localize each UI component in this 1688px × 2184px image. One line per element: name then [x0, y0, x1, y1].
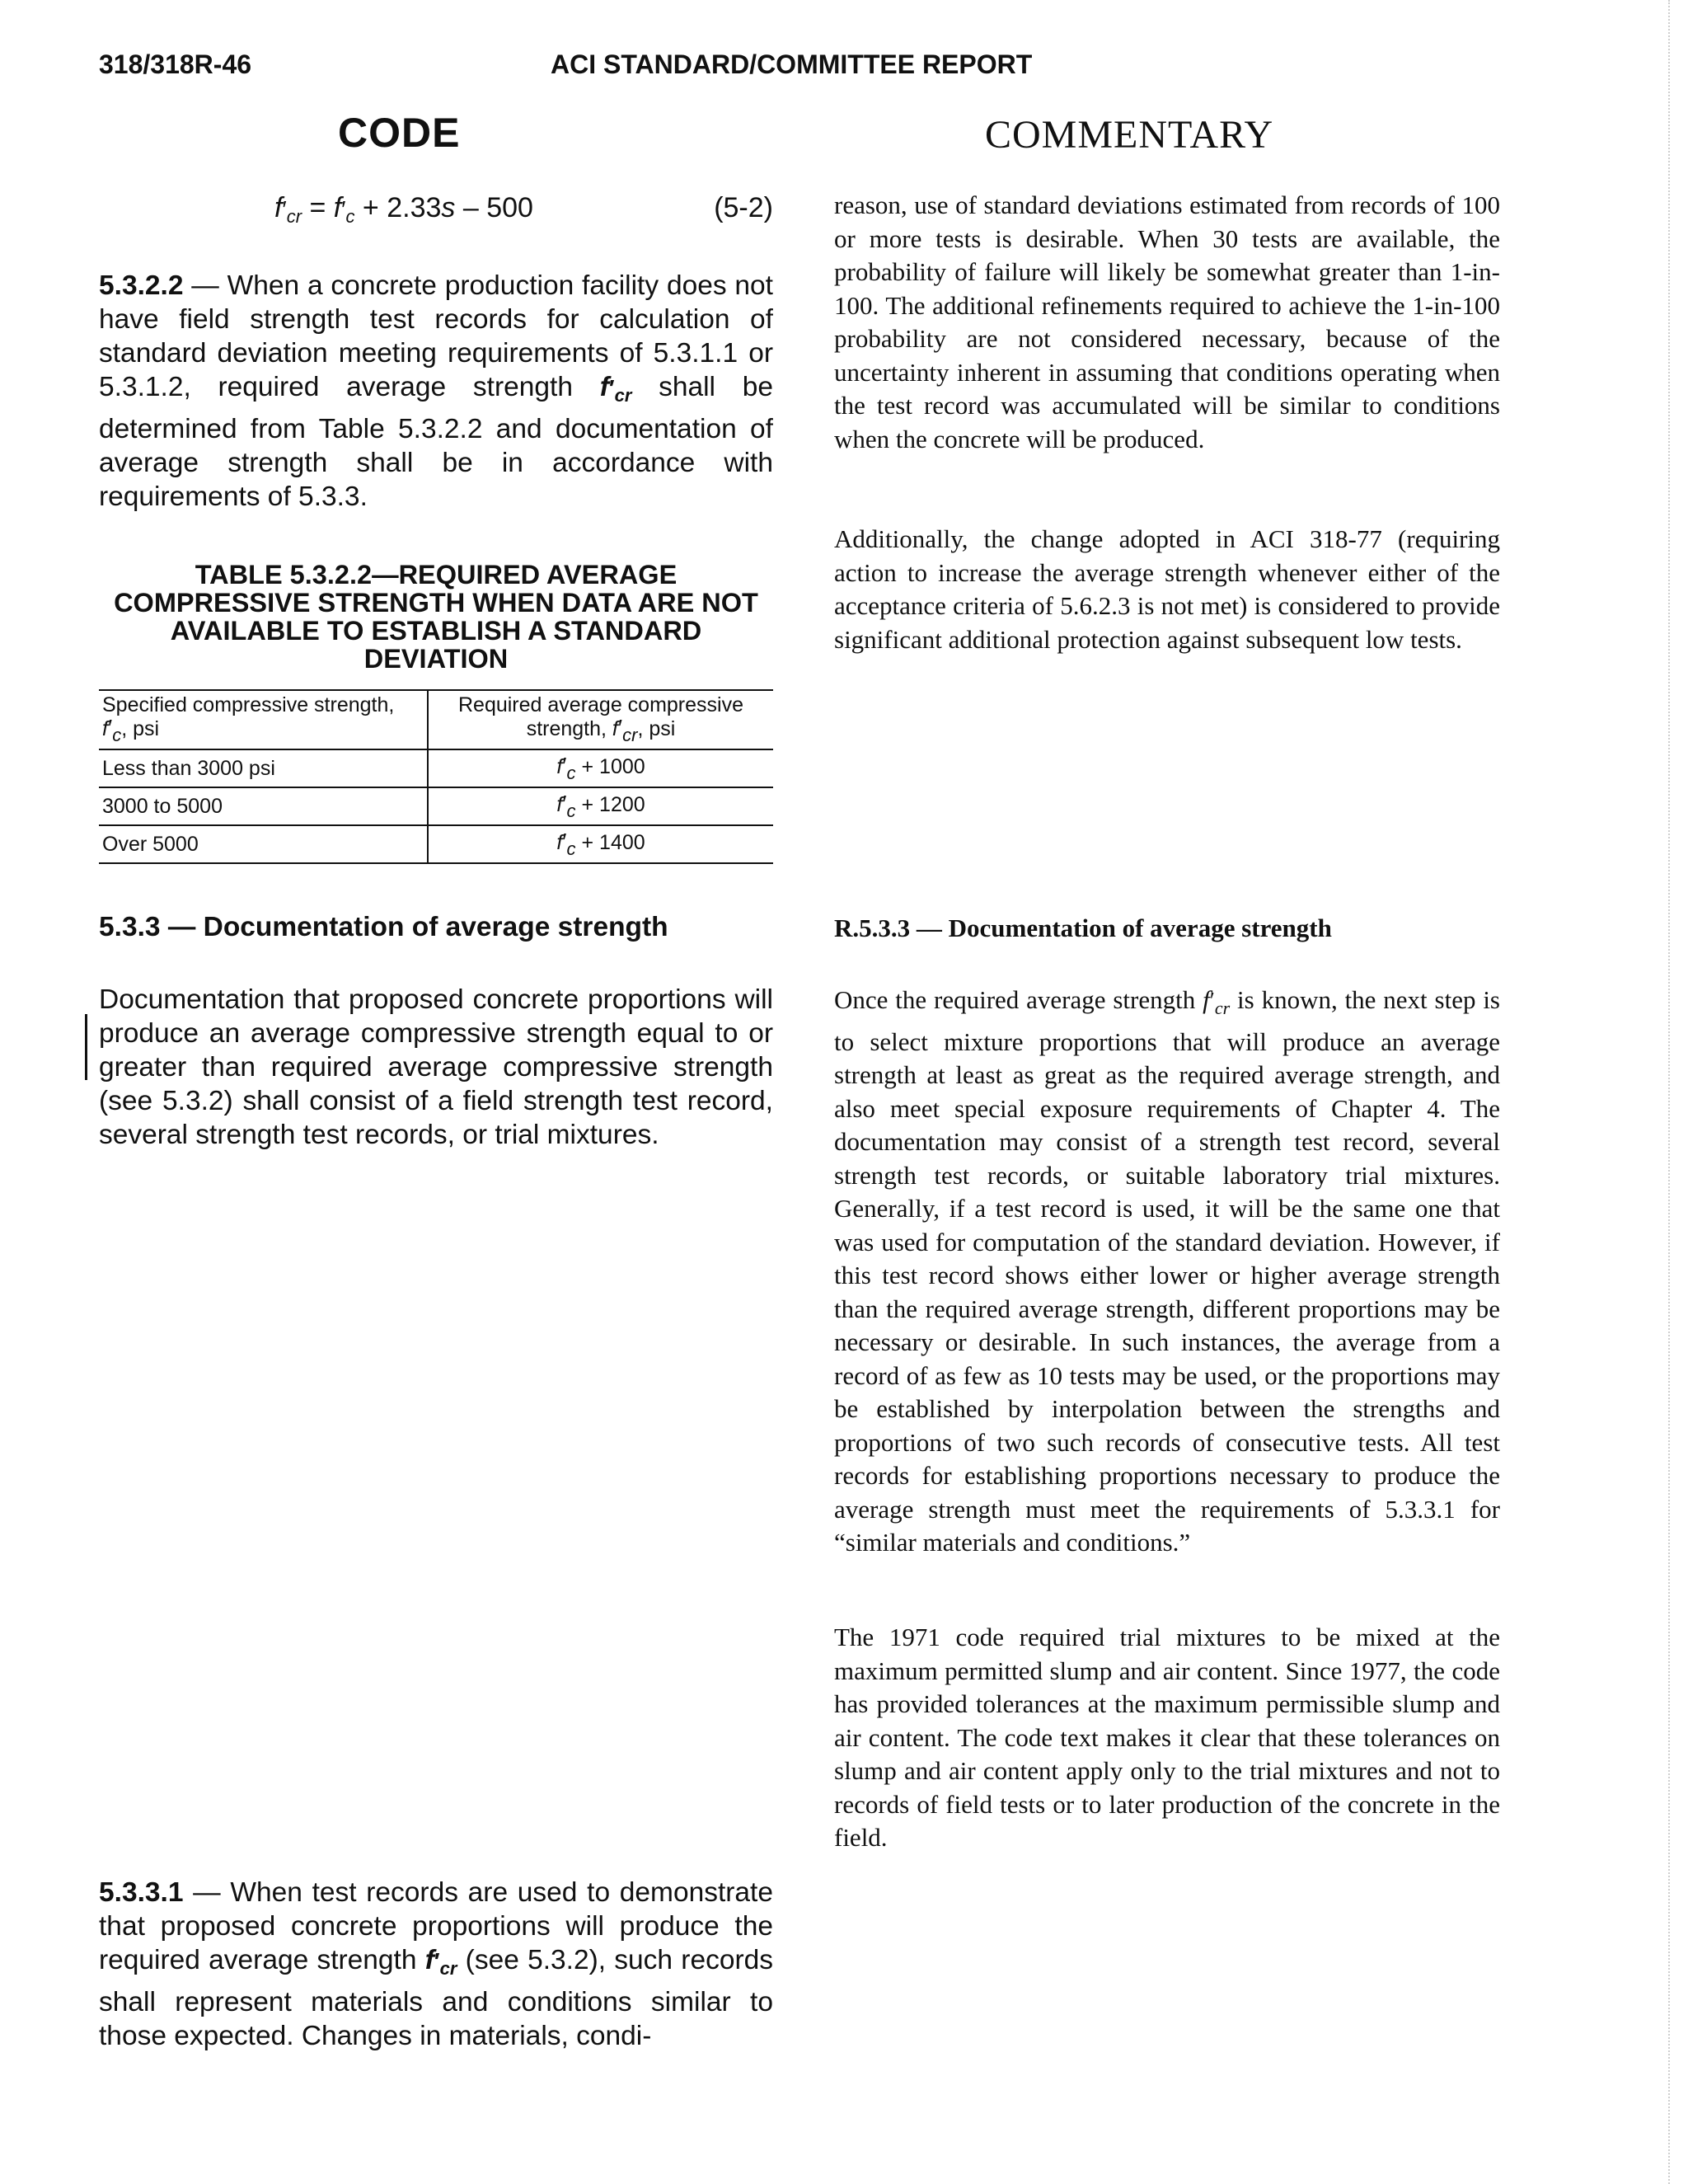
section-5-3-3-heading: 5.3.3 — Documentation of average strength: [99, 912, 668, 942]
table-cell-range: Less than 3000 psi: [99, 749, 428, 787]
strength-table: [99, 689, 773, 864]
equation-5-2: [99, 192, 773, 233]
margin-rule: [1668, 0, 1670, 2184]
table-row: [99, 825, 773, 863]
table-header-required: Required average compressive strength, f′cr, psi: [428, 690, 773, 749]
section-number: 5.3.3.1: [99, 1877, 184, 1908]
commentary-para-1971-text: The 1971 code required trial mixtures to be mixed at the maximum permitted slump and air content. Since 1977, the code has provided tolerances at the maximum permissible slump and air content. The code text makes it clear that these tolerances on slump and air content apply only to the trial mixtures and not to records of field tests or to later production of the concrete in the field.: [834, 1623, 1500, 1852]
section-5-3-3-1-text: 5.3.3.1 — When test records are used to demonstrate that proposed concrete proportions will produce the required average strength $f'_{cr}$ (see 5.3.2), such records shall represent materials and conditions similar to those expected. Changes in materials, condi-: [99, 1877, 773, 2051]
code-heading: CODE: [338, 110, 461, 156]
section-number: 5.3.2.2: [99, 270, 184, 301]
commentary-para-2: [834, 523, 1500, 656]
equation-number: (5-2): [714, 192, 773, 223]
code-section-5-3-2-2: [99, 269, 773, 514]
r-5-3-3-text: Once the required average strength $f'_{cr}$ is known, the next step is to select mixture proportions that will produce an average strength at least as great as the required average strength, and also meet special exposure requirements of Chapter 4. The documentation may consist of a strength test record, several strength test records, or suitable laboratory trial mixtures. Generally, if a test record is used, it will be the same one that was used for computation of the standard deviation. However, if this test record shows either lower or higher average strength than the required average strength, different proportions may be necessary or desirable. In such instances, the average from a record of as few as 10 tests may be used, or the proportions may be established by interpolation between the strengths and proportions of two such records of consecutive tests. All test records for establishing proportions necessary to produce the average strength must meet the requirements of 5.3.3.1 for “similar materials and conditions.”: [834, 985, 1500, 1557]
section-5-3-3-text: Documentation that proposed concrete proportions will produce an average compressive strength equal to or greater than required average compressive strength (see 5.3.2) shall consist of a field strength test record, several strength test records, or trial mixtures.: [99, 984, 773, 1150]
table-cell-range: 3000 to 5000: [99, 787, 428, 825]
table-row: [99, 787, 773, 825]
section-5-3-2-2-text: 5.3.2.2 — When a concrete production facility does not have field strength test records for calculation of standard deviation meeting requirements of 5.3.1.1 or 5.3.1.2, required average strength $f'_{cr}$ shall be determined from Table 5.3.2.2 and documentation of average strength shall be in accordance with requirements of 5.3.3.: [99, 270, 773, 512]
commentary-heading: COMMENTARY: [985, 113, 1274, 157]
commentary-para-1: [834, 189, 1500, 456]
commentary-para-1-text: reason, use of standard deviations estimated from records of 100 or more tests is desirable. When 30 tests are available, the probability of failure will likely be somewhat greater than 1-in-100. The additional refinements required to achieve the 1-in-100 probability are not considered necessary, because of the uncertainty inherent in assuming that conditions operating when the test record was accumulated will be similar to conditions when the concrete will be produced.: [834, 190, 1500, 453]
table-cell-range: Over 5000: [99, 825, 428, 863]
table-header-specified: Specified compressive strength, f′c, psi: [99, 690, 428, 749]
code-section-5-3-3: [99, 983, 773, 1152]
commentary-para-1971: [834, 1621, 1500, 1855]
table-cell-required: f′c + 1000: [428, 749, 773, 787]
report-title: ACI STANDARD/COMMITTEE REPORT: [551, 49, 1033, 79]
change-bar: [85, 1014, 87, 1080]
table-header-row: [99, 690, 773, 749]
commentary-para-2-text: Additionally, the change adopted in ACI 318-77 (requiring action to increase the average strength whenever either of the acceptance criteria of 5.6.2.3 is not met) is considered to provide significant additional protection against subsequent low tests.: [834, 524, 1500, 654]
r-5-3-3-heading: R.5.3.3 — Documentation of average strength: [834, 914, 1332, 942]
page-header: [99, 49, 1071, 91]
page-number: 318/318R-46: [99, 49, 252, 79]
table-caption: TABLE 5.3.2.2—REQUIRED AVERAGE COMPRESSIVE STRENGTH WHEN DATA ARE NOT AVAILABLE TO ESTABLISH A STANDARD DEVIATION: [114, 560, 758, 674]
table-cell-required: f′c + 1400: [428, 825, 773, 863]
table-row: [99, 749, 773, 787]
table-cell-required: f′c + 1200: [428, 787, 773, 825]
equation-expression: $f'_{cr} = f'_c + 2.33s - 500$: [274, 192, 533, 227]
commentary-r-5-3-3: [834, 984, 1500, 1560]
code-section-5-3-3-1: [99, 1876, 773, 2053]
